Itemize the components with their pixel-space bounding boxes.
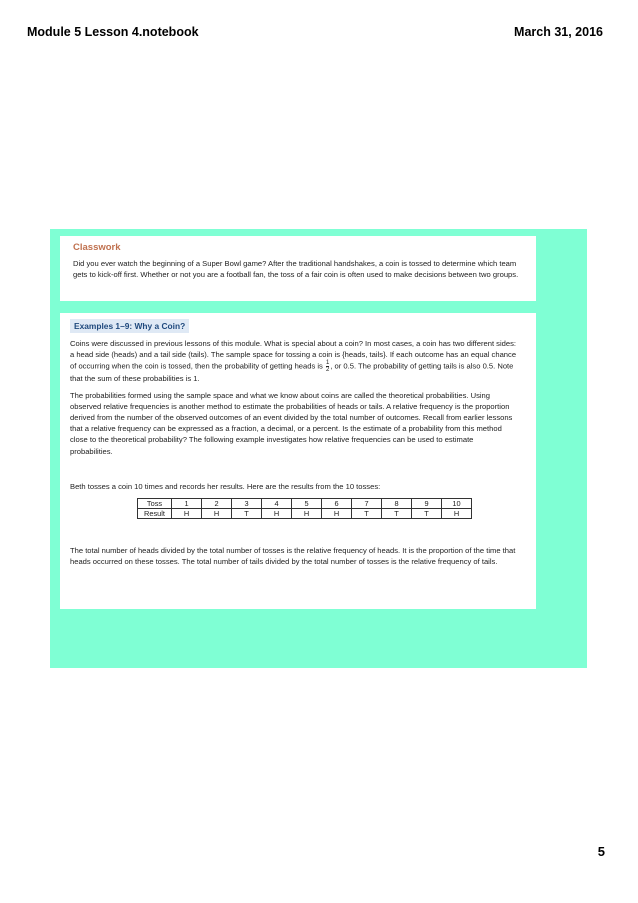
table-cell: T: [412, 509, 442, 519]
fraction-denominator: 2: [325, 367, 330, 374]
classwork-card: [60, 236, 536, 301]
table-cell: 10: [442, 499, 472, 509]
examples-paragraph-4: The total number of heads divided by the total number of tosses is the relative frequency of heads. It is the proportion of the time that heads occurred on these tosses. The total number of tails divided by the total number of tosses is the relative frequency of tails.: [70, 546, 516, 567]
notebook-title: Module 5 Lesson 4.notebook: [27, 25, 199, 39]
table-cell: 8: [382, 499, 412, 509]
table-cell: 2: [202, 499, 232, 509]
classwork-text: Did you ever watch the beginning of a Super Bowl game? After the traditional handshakes, a coin is tossed to determine which team gets to kick-off first. Whether or not you are a football fan, the toss of a fair coin is often used to make decisions between two groups.: [73, 259, 519, 280]
examples-paragraph-1: [70, 338, 518, 385]
table-cell: H: [292, 509, 322, 519]
table-cell: 9: [412, 499, 442, 509]
examples-paragraph-2: The probabilities formed using the sample space and what we know about coins are called the theoretical probabilities. Using observed relative frequencies is another method to estimate the probabilities of heads or tails. A relative frequency is the proportion derived from the number of the observed outcomes of an event divided by the total number of outcomes. Recall from earlier lessons that a relative frequency can be expressed as a fraction, a decimal, or a percent. Is the estimate of a probability from this method close to the theoretical probability? The following example investigates how relative frequencies can be used to estimate probabilities.: [70, 390, 513, 456]
table-header-cell: Toss: [138, 499, 172, 509]
examples-paragraph-3: Beth tosses a coin 10 times and records her results. Here are the results from the 10 tosses:: [70, 481, 381, 491]
classwork-title: Classwork: [73, 242, 121, 253]
notebook-date: March 31, 2016: [514, 25, 603, 39]
table-cell: 6: [322, 499, 352, 509]
paragraph-1-text-b: , or 0.5. The probability of getting tails is also 0.5. Note that the sum of these probabilities is 1.: [70, 361, 514, 384]
examples-heading: Examples 1–9: Why a Coin?: [70, 319, 189, 333]
table-cell: H: [202, 509, 232, 519]
table-cell: H: [442, 509, 472, 519]
one-half-fraction: [326, 360, 329, 373]
paragraph-1-text-a: Coins were discussed in previous lessons of this module. What is special about a coin? In most cases, a coin has two different sides: a head side (heads) and a tail side (tails). The sample space for tossing a coin is {heads, tails}. If each outcome has an equal chance of occurring when the coin is tossed, then the probability of getting heads is: [70, 339, 517, 371]
examples-card: [60, 313, 536, 609]
table-cell: 3: [232, 499, 262, 509]
table-cell: H: [172, 509, 202, 519]
table-cell: T: [232, 509, 262, 519]
toss-results-table: [137, 498, 472, 519]
table-cell: T: [352, 509, 382, 519]
table-cell: H: [322, 509, 352, 519]
table-cell: 5: [292, 499, 322, 509]
table-cell: 7: [352, 499, 382, 509]
table-row: [138, 499, 472, 509]
page-number: 5: [597, 844, 605, 859]
table-cell: H: [262, 509, 292, 519]
table-header-cell: Result: [138, 509, 172, 519]
table-cell: T: [382, 509, 412, 519]
table-cell: 1: [172, 499, 202, 509]
fraction-numerator: 1: [325, 360, 330, 367]
table-cell: 4: [262, 499, 292, 509]
table-row: [138, 509, 472, 519]
